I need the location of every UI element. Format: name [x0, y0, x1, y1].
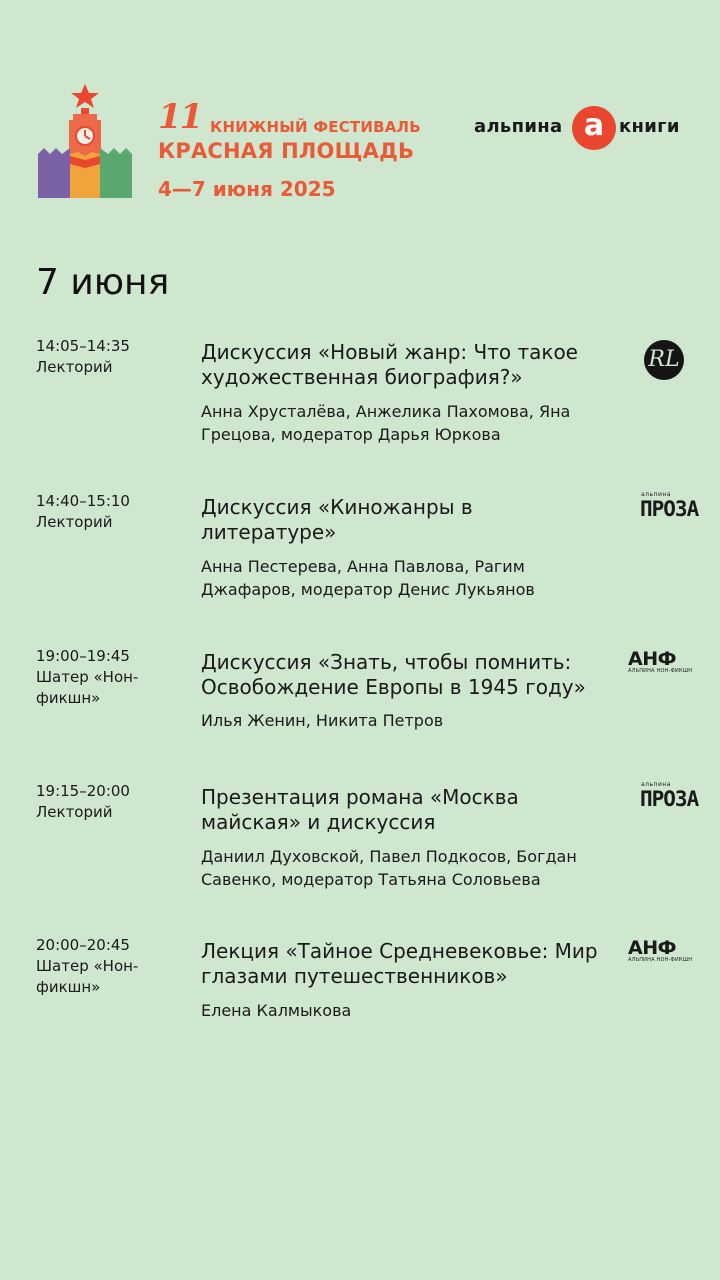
festival-number: 11 — [158, 97, 202, 137]
partner-badge: а — [572, 106, 616, 150]
event-people: Елена Калмыкова — [201, 1001, 352, 1020]
event-title: Лекция «Тайное Средневековье: Мир глазами путешественников» — [201, 939, 598, 988]
event-people: Даниил Духовской, Павел Подкосов, Богдан Савенко, модератор Татьяна Соловьева — [201, 847, 577, 889]
publisher-logo — [628, 340, 688, 388]
alpina-nonfiction-icon — [628, 648, 693, 674]
anf-small-text: АЛЬПИНА НОН-ФИКШН — [628, 668, 693, 674]
event-place: Лекторий — [36, 358, 113, 376]
event-title: Дискуссия «Новый жанр: Что такое художественная биография?» — [201, 340, 578, 389]
festival-line1: КНИЖНЫЙ ФЕСТИВАЛЬ — [210, 118, 421, 136]
event-people: Илья Женин, Никита Петров — [201, 711, 444, 730]
event-people: Анна Пестерева, Анна Павлова, Рагим Джафаров, модератор Денис Лукьянов — [201, 557, 535, 599]
anf-big-text: АНФ — [628, 648, 676, 670]
publisher-logo — [628, 781, 699, 829]
event-time: 14:40–15:10 — [36, 492, 130, 510]
kremlin-tower-logo — [36, 82, 136, 200]
event-time: 14:05–14:35 — [36, 337, 130, 355]
header — [0, 0, 720, 230]
partner-word-2: книги — [619, 116, 680, 137]
event-place: Шатер «Нон-фикшн» — [36, 957, 139, 996]
event-time: 20:00–20:45 — [36, 936, 130, 954]
event-title: Презентация романа «Москва майская» и дискуссия — [201, 785, 519, 834]
day-title: 7 июня — [36, 262, 170, 303]
rl-monogram-icon: RL — [644, 340, 684, 380]
publisher-logo — [628, 646, 693, 694]
festival-dates: 4—7 июня 2025 — [158, 177, 336, 201]
event-place: Шатер «Нон-фикшн» — [36, 668, 139, 707]
proza-small-text: альпина — [641, 781, 671, 788]
event-title: Дискуссия «Киножанры в литературе» — [201, 495, 473, 544]
event-time: 19:00–19:45 — [36, 647, 130, 665]
proza-small-text: альпина — [641, 491, 671, 498]
partner-word-1: альпина — [474, 116, 563, 137]
proza-big-text: ПРОЗА — [640, 787, 699, 811]
alpina-proza-icon — [640, 491, 699, 521]
event-place: Лекторий — [36, 803, 113, 821]
alpina-nonfiction-icon — [628, 937, 693, 963]
anf-small-text: АЛЬПИНА НОН-ФИКШН — [628, 957, 693, 963]
festival-line2: КРАСНАЯ ПЛОЩАДЬ — [158, 139, 415, 163]
publisher-logo — [628, 935, 693, 983]
publisher-logo — [628, 491, 699, 539]
event-place: Лекторий — [36, 513, 113, 531]
event-time: 19:15–20:00 — [36, 782, 130, 800]
event-title: Дискуссия «Знать, чтобы помнить: Освобождение Европы в 1945 году» — [201, 650, 586, 699]
alpina-proza-icon — [640, 781, 699, 811]
proza-big-text: ПРОЗА — [640, 497, 699, 521]
anf-big-text: АНФ — [628, 937, 676, 959]
event-people: Анна Хрусталёва, Анжелика Пахомова, Яна Грецова, модератор Дарья Юркова — [201, 402, 571, 444]
